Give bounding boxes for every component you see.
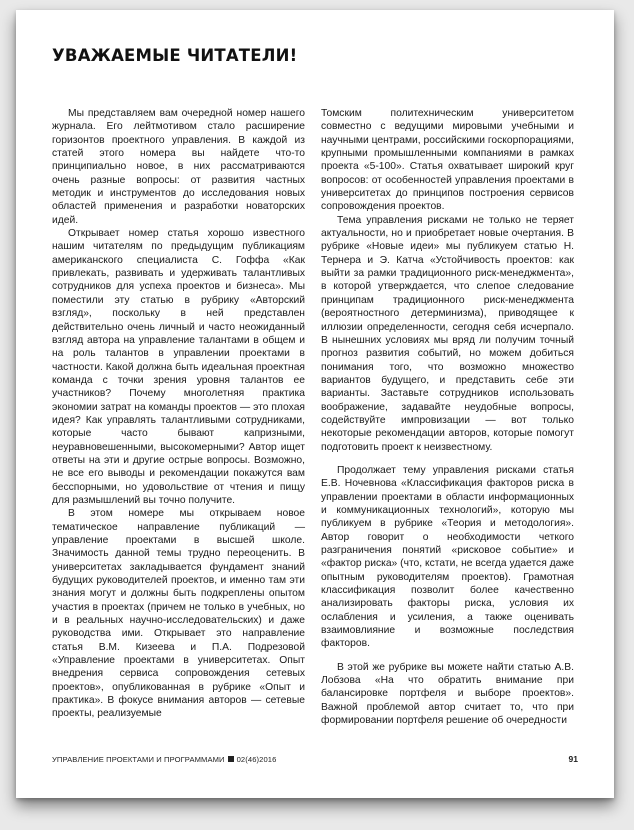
journal-name: УПРАВЛЕНИЕ ПРОЕКТАМИ И ПРОГРАММАМИ (52, 754, 225, 764)
issue-number: 02(46)2016 (236, 754, 277, 764)
paragraph: В этом номере мы открываем новое тематическое направление публикаций — управление проектами в высшей школе. Значимость данной темы трудно переоценить. В университетах закладывается фундамент знаний будущих руководителей проектов, и именно там эти знания могут и должны быть подкреплены опытом участия в проектах (причем не только в учебных, но и в реальных научно-исследовательских) и даже руководства ими. Открывает это направление статья В.М. Кизеева и П.А. Подрезовой «Управление проектами в университетах. Опыт внедрения сервиса сопровождения сетевых проектов», опубликованная в рубрике «Опыт и практика». В фокусе внимания авторов — сетевые проекты, реализуемые (52, 508, 305, 720)
page-footer (52, 754, 578, 764)
paragraph: Открывает номер статья хорошо известного нашим читателям по предыдущим публикациям американского специалиста С. Гоффа «Как привлекать, развивать и удерживать талантливых сотрудников для успеха проектов и бизнеса». Мы поместили эту статью в рубрику «Авторский взгляд», поскольку в ней представлен действительно очень личный и часто неожиданный взгляд автора на управление талантами в общем и на роль талантов в управлении проектами в частности. Какой должна быть идеальная проектная команда с точки зрения уровня талантов ее участников? Почему многолетняя практика экономии затрат на команды проектов — это плохая идея? Как управлять талантливыми сотрудниками, которые часто бывают капризными, неуравновешенными, высокомерными? Автор ищет ответы на эти и другие острые вопросы. Возможно, не все его выводы и рекомендации покажутся вам бесспорными, но удовольствие от чтения и пищу для размышлений вы точно получите. (52, 228, 305, 506)
square-separator-icon (228, 756, 234, 762)
footer-journal (52, 755, 276, 764)
left-column (52, 107, 305, 721)
paragraph: Мы представляем вам очередной номер нашего журнала. Его лейтмотивом стало расширение горизонтов проектного управления. В каждой из статей этого номера вы найдете что-то принципиально новое, в них рассматриваются очень разные вопросы: от развития частных методик и инструментов до исследования новых областей применения и разработки новаторских идей. (52, 108, 305, 226)
paragraph: Томским политехническим университетом совместно с ведущими мировыми учебными и научными центрами, российскими госкорпорациями, крупными промышленными компаниями в рамках проекта «5-100». Статья охватывает широкий круг вопросов: от особенностей управления проектами в университетах до принципов построения сервисов сопровождения проектов. (321, 108, 575, 213)
right-column (321, 107, 574, 727)
magazine-page (16, 10, 614, 798)
page-title: УВАЖАЕМЫЕ ЧИТАТЕЛИ! (52, 46, 298, 65)
paragraph: Тема управления рисками не только не теряет актуальности, но и приобретает новые очертания. В рубрике «Новые идеи» мы публикуем статью Н. Тернера и Э. Катча «Устойчивость проектов: как выйти за рамки традиционного риск-менеджмента», в которой утверждается, что слепое следование принципам традиционного риск-менеджмента (вероятностного детерминизма), приводящее к иллюзии определенности, сегодня себя исчерпало. В нынешних условиях мы вряд ли получим точный прогноз развития событий, но можем добиться понимания того, что возможно множество вариантов будущего, и представить себе эти варианты. Заставьте сотрудников использовать воображение, задавайте неудобные вопросы, содействуйте импровизации — вот только некоторые рекомендации авторов, которые помогут подготовить проект к неизвестному. (321, 214, 574, 453)
page-number: 91 (568, 754, 578, 764)
paragraph: В этой же рубрике вы можете найти статью А.В. Лобзова «На что обратить внимание при балансировке портфеля и выборе проектов». Важной проблемой автор считает то, что при формировании портфеля решение об очередности (321, 661, 574, 727)
paragraph: Продолжает тему управления рисками статья Е.В. Ночевнова «Классификация факторов риска в управлении проектами в области информационных и коммуникационных технологий», которую мы публикуем в рубрике «Теория и методология». Автор говорит о необходимости четкого разграничения понятий «рисковое событие» и «фактор риска» (что, кстати, не всегда удается даже опытным руководителям проектов). Грамотная классификация позволит более качественно анализировать факторы риска, условия их ослабления и усиления, а также оценивать взаимовлияние и возможные последствия факторов. (321, 464, 574, 650)
